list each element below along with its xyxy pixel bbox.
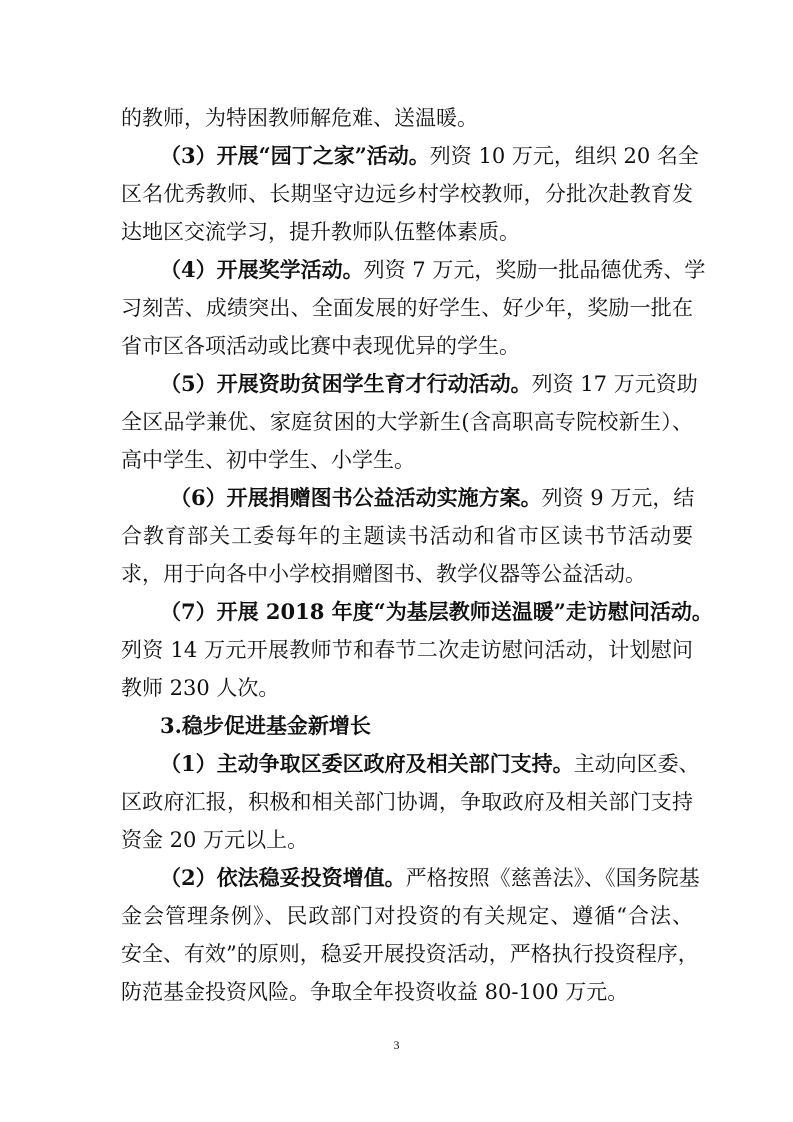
paragraph-line — [160, 593, 713, 631]
body-text: 列资 9 万元，结 — [541, 486, 695, 510]
paragraph-line — [121, 555, 693, 593]
item-heading: （6）开展捐赠图书公益活动实施方案。 — [170, 485, 542, 510]
page-number: 3 — [393, 1038, 400, 1052]
paragraph-line — [121, 517, 693, 555]
item-heading: （2）依法稳妥投资增值。 — [160, 865, 406, 890]
body-text: 安全、有效”的原则，稳妥开展投资活动，严格执行投资程序， — [121, 942, 699, 966]
body-text: 的教师，为特困教师解危难、送温暖。 — [121, 106, 478, 130]
body-text: 资金 20 万元以上。 — [121, 828, 309, 852]
paragraph-line — [121, 327, 693, 365]
body-text: 教师 230 人次。 — [121, 676, 280, 700]
item-heading: （4）开展奖学活动。 — [160, 257, 364, 282]
paragraph-line — [121, 441, 693, 479]
body-text: 列资 10 万元，组织 20 名全 — [429, 144, 699, 168]
item-heading: （3）开展“园丁之家”活动。 — [160, 143, 430, 168]
paragraph-line — [121, 175, 693, 213]
body-text: 防范基金投资风险。争取全年投资收益 80-100 万元。 — [121, 980, 629, 1004]
body-text: 区政府汇报，积极和相关部门协调，争取政府及相关部门支持 — [121, 790, 693, 814]
body-text: 全区品学兼优、家庭贫困的大学新生(含高职高专院校新生）、 — [121, 410, 693, 434]
paragraph-line — [160, 859, 700, 897]
paragraph-line — [121, 631, 693, 669]
paragraph-line — [160, 251, 706, 289]
paragraph-line — [121, 897, 693, 935]
paragraph-line — [121, 935, 699, 973]
item-heading: （5）开展资助贫困学生育才行动活动。 — [160, 371, 532, 396]
body-text: 合教育部关工委每年的主题读书活动和省市区读书节活动要 — [121, 524, 693, 548]
paragraph-line — [160, 137, 699, 175]
paragraph-line — [121, 403, 693, 441]
paragraph-line — [121, 783, 693, 821]
paragraph-line — [121, 289, 693, 327]
paragraph-line — [121, 99, 693, 137]
item-heading: （1）主动争取区委区政府及相关部门支持。 — [160, 751, 574, 776]
paragraph-line — [170, 479, 693, 517]
body-text: 主动向区委、 — [573, 752, 700, 776]
paragraph-line — [160, 745, 700, 783]
section-heading — [160, 707, 693, 745]
body-text: 省市区各项活动或比赛中表现优异的学生。 — [121, 334, 520, 358]
paragraph-line — [121, 821, 693, 859]
item-heading: （7）开展 2018 年度“为基层教师送温暖”走访慰问活动。 — [160, 599, 713, 624]
paragraph-line — [160, 365, 698, 403]
paragraph-line — [121, 973, 693, 1011]
body-text: 求，用于向各中小学校捐赠图书、教学仪器等公益活动。 — [121, 562, 646, 586]
body-text: 列资 17 万元资助 — [531, 372, 698, 396]
paragraph-line — [121, 213, 693, 251]
body-text: 达地区交流学习，提升教师队伍整体素质。 — [121, 220, 520, 244]
body-text: 严格按照《慈善法》、《国务院基 — [405, 866, 700, 890]
body-text: 金会管理条例》、民政部门对投资的有关规定、遵循“合法、 — [121, 904, 693, 928]
body-text: 高中学生、初中学生、小学生。 — [121, 448, 415, 472]
body-text: 列资 7 万元，奖励一批品德优秀、学 — [363, 258, 706, 282]
section-heading-text: 3.稳步促进基金新增长 — [160, 713, 371, 738]
paragraph-line — [121, 669, 693, 707]
body-text: 区名优秀教师、长期坚守边远乡村学校教师，分批次赴教育发 — [121, 182, 693, 206]
body-text: 列资 14 万元开展教师节和春节二次走访慰问活动，计划慰问 — [121, 638, 693, 662]
body-text: 习刻苦、成绩突出、全面发展的好学生、好少年，奖励一批在 — [121, 296, 693, 320]
